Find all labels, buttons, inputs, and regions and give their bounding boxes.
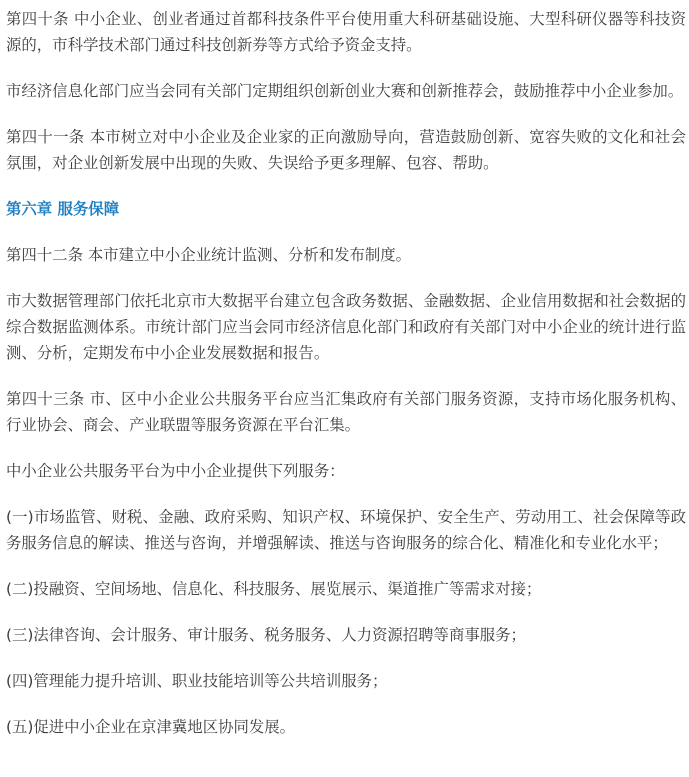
chapter-heading: 第六章 服务保障 (6, 200, 120, 218)
list-item-service-4: (四)管理能力提升培训、职业技能培训等公共培训服务； (6, 672, 388, 690)
list-item-service-3: (三)法律咨询、会计服务、审计服务、税务服务、人力资源招聘等商事服务； (6, 626, 526, 644)
paragraph-big-data: 市大数据管理部门依托北京市大数据平台建立包含政务数据、金融数据、企业信用数据和社会数据的综合数据监测体系。市统计部门应当会同市经济信息化部门和政府有关部门对中小企业的统计进行监测、分析，定期发布中小企业发展数据和报告。 (6, 292, 686, 362)
paragraph-article-40: 第四十条 中小企业、创业者通过首都科技条件平台使用重大科研基础设施、大型科研仪器等科技资源的，市科学技术部门通过科技创新券等方式给予资金支持。 (6, 10, 686, 54)
paragraph-article-42: 第四十二条 本市建立中小企业统计监测、分析和发布制度。 (6, 246, 412, 264)
article-body (6, 6, 686, 760)
paragraph-article-41: 第四十一条 本市树立对中小企业及企业家的正向激励导向，营造鼓励创新、宽容失败的文化和社会氛围，对企业创新发展中出现的失败、失误给予更多理解、包容、帮助。 (6, 128, 686, 172)
paragraph-innovation-contest: 市经济信息化部门应当会同有关部门定期组织创新创业大赛和创新推荐会，鼓励推荐中小企业参加。 (6, 82, 684, 100)
list-item-service-5: (五)促进中小企业在京津冀地区协同发展。 (6, 718, 296, 736)
paragraph-article-43: 第四十三条 市、区中小企业公共服务平台应当汇集政府有关部门服务资源，支持市场化服务机构、行业协会、商会、产业联盟等服务资源在平台汇集。 (6, 390, 686, 434)
paragraph-services-intro: 中小企业公共服务平台为中小企业提供下列服务： (6, 462, 345, 480)
list-item-service-2: (二)投融资、空间场地、信息化、科技服务、展览展示、渠道推广等需求对接； (6, 580, 542, 598)
list-item-service-1: (一)市场监管、财税、金融、政府采购、知识产权、环境保护、安全生产、劳动用工、社会保障等政务服务信息的解读、推送与咨询，并增强解读、推送与咨询服务的综合化、精准化和专业化水平； (6, 508, 686, 552)
